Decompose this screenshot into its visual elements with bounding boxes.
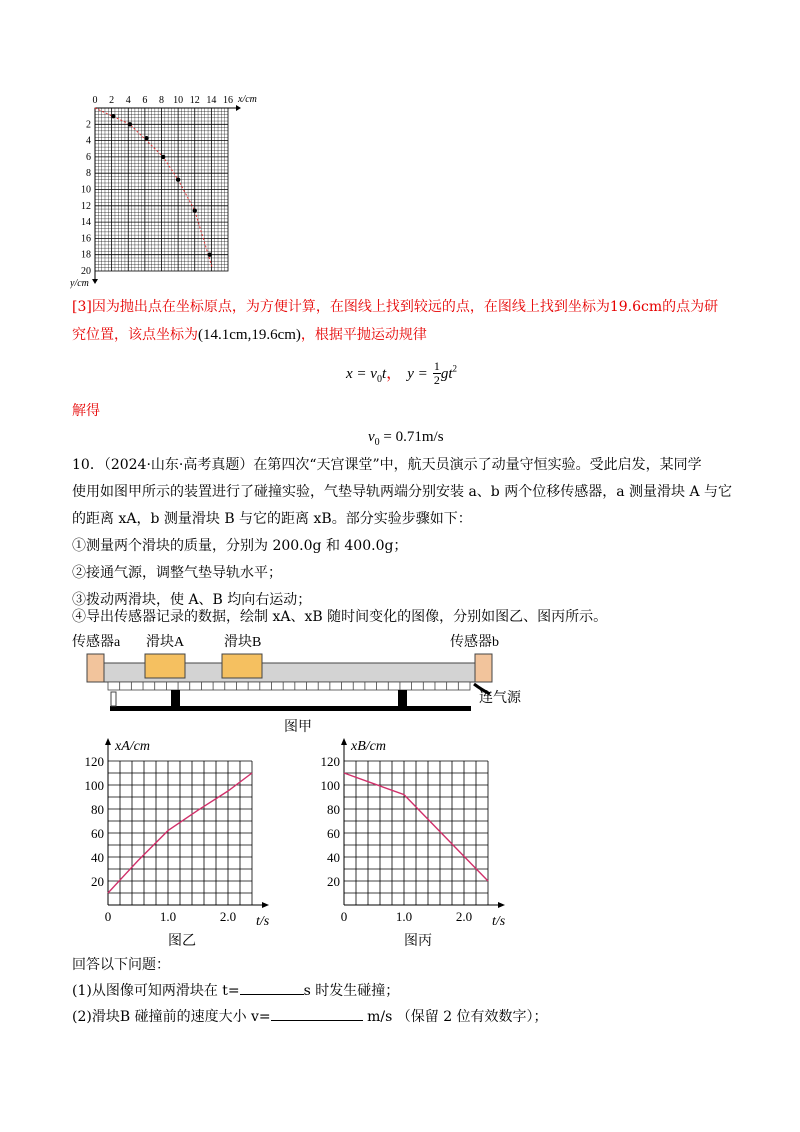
trajectory-graph: [70, 90, 270, 300]
y-tick-label: 4: [86, 135, 91, 147]
trajectory-point: [128, 122, 132, 126]
graph-bing-x-tick-label: 2.0: [455, 909, 473, 924]
ruler-strip: [108, 682, 470, 690]
track-base: [110, 706, 471, 711]
eq-separator: ，: [386, 363, 403, 382]
trajectory-point: [144, 136, 148, 140]
graph-bing-x-tick-label: 0: [340, 909, 348, 924]
y-tick-label: 12: [81, 200, 91, 212]
q2-answer-blank[interactable]: [271, 1006, 363, 1021]
question-line-3: 的距离 xA，b 测量滑块 B 与它的距离 xB。部分实验步骤如下：: [72, 511, 472, 527]
y-tick-label: 6: [86, 151, 91, 163]
graph-bing-y-tick-label: 20: [327, 874, 340, 889]
q2-prefix: (2)滑块B 碰撞前的速度大小 v=: [72, 1009, 271, 1025]
slider-b: [222, 654, 262, 678]
solution-line-2-post: ，根据平抛运动规律: [300, 327, 427, 343]
graph-bing-y-tick-label: 80: [327, 802, 340, 817]
graph-bing-x-tick-label: 1.0: [395, 909, 413, 924]
slider-a-label: 滑块A: [146, 635, 185, 650]
jiede-label: 解得: [72, 403, 100, 419]
x-tick-label: 0: [92, 95, 98, 106]
solution-line-2-pre: 究位置，该点坐标为: [72, 327, 198, 343]
eq-gt: gt: [440, 366, 453, 382]
graph-yi-x-arrow: [262, 902, 269, 908]
y-tick-label: 2: [86, 119, 91, 131]
eq-frac-den: 2: [433, 373, 440, 387]
graph-yi-y-tick-label: 20: [91, 874, 104, 889]
q1-answer-blank[interactable]: [240, 980, 304, 995]
graph-bing-y-tick-label: 120: [320, 754, 340, 769]
q1-prefix: (1)从图像可知两滑块在 t=: [72, 983, 240, 999]
sensor-a: [87, 654, 104, 682]
x-tick-label: 2: [109, 95, 115, 106]
solution-line-2: [72, 324, 427, 346]
x-tick-label: 10: [173, 95, 184, 106]
answers-intro: 回答以下问题：: [72, 957, 170, 973]
graph-bing-grid: [341, 738, 505, 908]
x-tick-label: 12: [189, 95, 200, 106]
x-tick-label: 16: [223, 95, 233, 106]
result-v: v: [368, 429, 375, 445]
eq-x-sub: 0: [376, 374, 382, 386]
x-axis-arrow: [236, 105, 241, 111]
x-axis-label: x/cm: [238, 94, 257, 105]
graph-yi-y-tick-label: 60: [91, 826, 104, 841]
equation-projectile: [346, 360, 457, 390]
eq-frac-num: 1: [433, 359, 440, 373]
x-tick-label: 8: [159, 95, 164, 106]
graph-bing-y-arrow: [341, 738, 347, 745]
eq-x-t: t: [381, 366, 387, 382]
graph-bing-y-label: xB/cm: [351, 739, 386, 754]
y-axis-arrow: [92, 279, 98, 284]
eq-y: y =: [407, 366, 428, 382]
graph-bing-x-label: t/s: [492, 914, 506, 929]
graph-bing: [316, 735, 536, 950]
step-1: ①测量两个滑块的质量，分别为 200.0g 和 400.0g；: [72, 538, 408, 554]
y-tick-label: 10: [81, 184, 91, 196]
graph-bing-x-arrow: [498, 902, 505, 908]
eq-exp: 2: [452, 363, 458, 374]
trajectory-point: [193, 208, 197, 212]
q2-suffix: m/s （保留 2 位有效数字）；: [362, 1009, 548, 1025]
support-right: [398, 690, 407, 706]
graph-bing-tick-labels: [321, 754, 473, 924]
question-line-2: 使用如图甲所示的装置进行了碰撞实验，气垫导轨两端分别安装 a、b 两个位移传感器，a 测量滑块 A 与它: [72, 484, 733, 500]
x-tick-label: 6: [142, 95, 148, 106]
x-tick-label: 14: [206, 95, 217, 106]
eq-x: x = v: [346, 366, 377, 382]
question-2: [72, 1006, 548, 1028]
step-3: ③拨动两滑块，使 A、B 均向右运动；: [72, 592, 312, 608]
y-tick-label: 8: [86, 168, 91, 180]
q1-suffix: s 时发生碰撞；: [303, 983, 400, 999]
trajectory-point: [208, 253, 212, 257]
graph-yi-x-tick-label: 2.0: [219, 909, 237, 924]
graph-yi-caption: 图乙: [168, 934, 196, 949]
graph-yi-grid: [105, 738, 269, 908]
question-1: [72, 980, 399, 1002]
eq-fraction: [433, 360, 441, 387]
result-equation: [368, 426, 444, 448]
graph-bing-y-tick-label: 40: [327, 850, 340, 865]
apparatus-diagram: [70, 630, 570, 738]
y-tick-label: 14: [81, 217, 91, 229]
solution-line-1: [3]因为抛出点在坐标原点，为方便计算，在图线上找到较远的点，在图线上找到坐标为19.6cm的点为研: [72, 299, 719, 315]
graph-yi-x-label: t/s: [256, 914, 270, 929]
trajectory-grid: [92, 105, 241, 284]
step-2: ②接通气源，调整气垫导轨水平；: [72, 565, 282, 581]
track-ruler: [108, 682, 470, 690]
y-axis-label: y/cm: [70, 278, 89, 289]
graph-bing-caption: 图丙: [404, 934, 432, 949]
question-line-1: 10．（2024·山东·高考真题）在第四次“天宫课堂”中，航天员演示了动量守恒实验。受此启发，某同学: [72, 457, 702, 473]
graph-bing-y-tick-label: 60: [327, 826, 340, 841]
graph-yi-y-tick-label: 100: [84, 778, 104, 793]
y-tick-label: 16: [81, 233, 91, 245]
graph-yi-x-tick-label: 0: [104, 909, 112, 924]
result-value: = 0.71m/s: [379, 429, 444, 445]
graph-yi-y-tick-label: 80: [91, 802, 104, 817]
graph-yi: [80, 735, 300, 950]
x-tick-label: 4: [125, 95, 131, 106]
graph-yi-y-tick-label: 40: [91, 850, 104, 865]
y-tick-label: 20: [81, 266, 91, 277]
trajectory-point: [111, 114, 115, 118]
trajectory-point: [161, 155, 165, 159]
graph-yi-x-tick-label: 1.0: [159, 909, 177, 924]
sensor-b: [475, 654, 492, 682]
air-source-label: 连气源: [479, 691, 521, 706]
result-sub: 0: [374, 437, 380, 449]
step-4: ④导出传感器记录的数据，绘制 xA、xB 随时间变化的图像，分别如图乙、图丙所示。: [72, 609, 608, 625]
coordinate-value: (14.1cm,19.6cm): [198, 327, 301, 343]
slider-a: [145, 654, 185, 678]
graph-yi-y-arrow: [105, 738, 111, 745]
apparatus-caption: 图甲: [284, 720, 312, 735]
support-left: [171, 690, 180, 706]
sensor-b-label: 传感器b: [450, 635, 499, 650]
graph-bing-y-tick-label: 100: [320, 778, 340, 793]
slider-b-label: 滑块B: [224, 635, 262, 650]
trajectory-point: [176, 178, 180, 182]
end-post: [111, 692, 116, 706]
graph-yi-y-tick-label: 120: [84, 754, 104, 769]
sensor-a-label: 传感器a: [72, 635, 121, 650]
graph-yi-y-label: xA/cm: [115, 739, 150, 754]
y-tick-label: 18: [81, 249, 91, 261]
